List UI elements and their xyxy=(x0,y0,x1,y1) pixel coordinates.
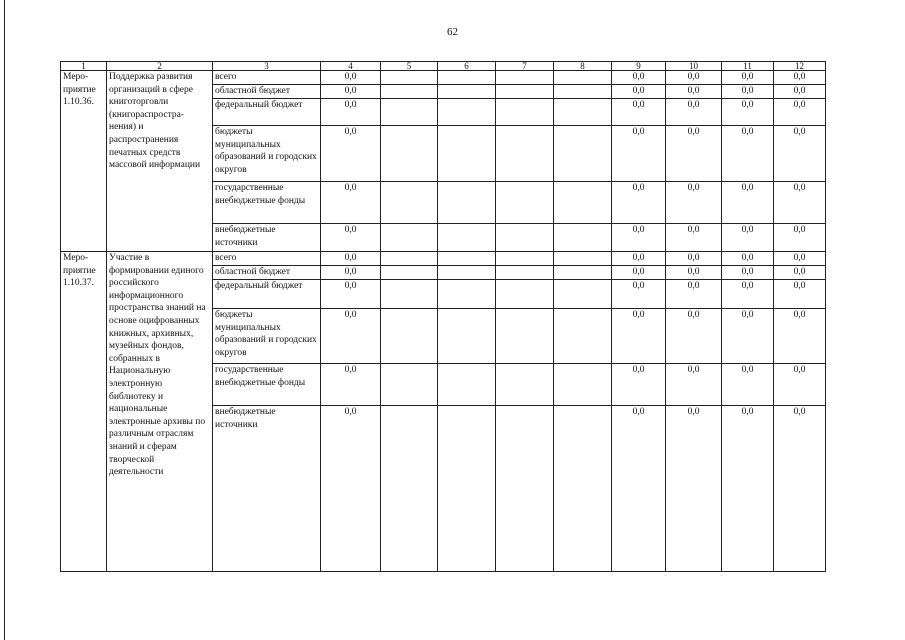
empty-cell xyxy=(438,182,496,224)
empty-cell xyxy=(554,126,612,182)
empty-cell xyxy=(381,406,438,572)
page-number: 62 xyxy=(447,26,458,38)
value-cell: 0,0 xyxy=(666,99,722,126)
empty-cell xyxy=(438,252,496,266)
empty-cell xyxy=(438,126,496,182)
value-cell: 0,0 xyxy=(612,71,666,85)
empty-cell xyxy=(438,99,496,126)
column-header: 4 xyxy=(321,62,381,71)
empty-cell xyxy=(496,224,554,252)
measure-id: Меро-приятие 1.10.37. xyxy=(61,252,107,572)
value-cell: 0,0 xyxy=(321,85,381,99)
funding-source: всего xyxy=(213,252,321,266)
value-cell: 0,0 xyxy=(612,99,666,126)
column-header: 9 xyxy=(612,62,666,71)
empty-cell xyxy=(381,280,438,309)
empty-cell xyxy=(554,364,612,406)
empty-cell xyxy=(381,252,438,266)
value-cell: 0,0 xyxy=(321,364,381,406)
value-cell: 0,0 xyxy=(321,126,381,182)
empty-cell xyxy=(554,99,612,126)
measure-name: Участие в формировании единого российского информационного пространства знаний на основе оцифрованных книжных, архивных, музейных фондов, собранных в Национальную электронную библиотеку и национальные электронные архивы по различным отраслям знаний и сферам творческой деятельности xyxy=(107,252,213,572)
funding-source: внебюджетные источники xyxy=(213,224,321,252)
empty-cell xyxy=(438,224,496,252)
value-cell: 0,0 xyxy=(774,126,826,182)
empty-cell xyxy=(381,309,438,364)
empty-cell xyxy=(381,85,438,99)
value-cell: 0,0 xyxy=(722,182,774,224)
value-cell: 0,0 xyxy=(774,252,826,266)
empty-cell xyxy=(496,364,554,406)
value-cell: 0,0 xyxy=(774,85,826,99)
value-cell: 0,0 xyxy=(774,309,826,364)
value-cell: 0,0 xyxy=(722,280,774,309)
value-cell: 0,0 xyxy=(666,364,722,406)
column-header: 1 xyxy=(61,62,107,71)
value-cell: 0,0 xyxy=(321,309,381,364)
column-header: 10 xyxy=(666,62,722,71)
empty-cell xyxy=(496,252,554,266)
measure-name: Поддержка развития организаций в сфере книготорговли (книгораспростра-нения) и распространения печатных средств массовой информации xyxy=(107,71,213,252)
empty-cell xyxy=(496,99,554,126)
value-cell: 0,0 xyxy=(612,309,666,364)
funding-source: областной бюджет xyxy=(213,85,321,99)
value-cell: 0,0 xyxy=(722,224,774,252)
value-cell: 0,0 xyxy=(774,280,826,309)
empty-cell xyxy=(438,71,496,85)
empty-cell xyxy=(438,280,496,309)
page-edge-line xyxy=(4,0,5,640)
table-row xyxy=(61,252,826,266)
value-cell: 0,0 xyxy=(666,252,722,266)
empty-cell xyxy=(496,182,554,224)
value-cell: 0,0 xyxy=(722,126,774,182)
value-cell: 0,0 xyxy=(722,364,774,406)
value-cell: 0,0 xyxy=(666,266,722,280)
empty-cell xyxy=(496,85,554,99)
funding-source: государственные внебюджетные фонды xyxy=(213,182,321,224)
value-cell: 0,0 xyxy=(321,280,381,309)
empty-cell xyxy=(554,280,612,309)
value-cell: 0,0 xyxy=(612,85,666,99)
empty-cell xyxy=(496,406,554,572)
value-cell: 0,0 xyxy=(612,406,666,572)
measure-id: Меро-приятие 1.10.36. xyxy=(61,71,107,252)
value-cell: 0,0 xyxy=(666,71,722,85)
header-row xyxy=(61,62,826,71)
value-cell: 0,0 xyxy=(774,266,826,280)
value-cell: 0,0 xyxy=(612,126,666,182)
empty-cell xyxy=(381,224,438,252)
value-cell: 0,0 xyxy=(666,309,722,364)
table-row xyxy=(61,71,826,85)
column-header: 11 xyxy=(722,62,774,71)
empty-cell xyxy=(554,252,612,266)
column-header: 3 xyxy=(213,62,321,71)
empty-cell xyxy=(381,266,438,280)
funding-source: бюджеты муниципальных образований и городских округов xyxy=(213,126,321,182)
column-header: 8 xyxy=(554,62,612,71)
value-cell: 0,0 xyxy=(666,406,722,572)
empty-cell xyxy=(496,71,554,85)
value-cell: 0,0 xyxy=(722,85,774,99)
value-cell: 0,0 xyxy=(321,266,381,280)
empty-cell xyxy=(554,85,612,99)
value-cell: 0,0 xyxy=(612,364,666,406)
value-cell: 0,0 xyxy=(722,406,774,572)
empty-cell xyxy=(381,71,438,85)
empty-cell xyxy=(438,406,496,572)
value-cell: 0,0 xyxy=(722,309,774,364)
value-cell: 0,0 xyxy=(722,99,774,126)
empty-cell xyxy=(554,309,612,364)
empty-cell xyxy=(496,309,554,364)
value-cell: 0,0 xyxy=(321,224,381,252)
empty-cell xyxy=(381,99,438,126)
value-cell: 0,0 xyxy=(321,71,381,85)
value-cell: 0,0 xyxy=(321,252,381,266)
funding-source: областной бюджет xyxy=(213,266,321,280)
value-cell: 0,0 xyxy=(666,182,722,224)
empty-cell xyxy=(381,364,438,406)
funding-source: всего xyxy=(213,71,321,85)
column-header: 5 xyxy=(381,62,438,71)
empty-cell xyxy=(496,280,554,309)
value-cell: 0,0 xyxy=(612,252,666,266)
funding-source: государственные внебюджетные фонды xyxy=(213,364,321,406)
empty-cell xyxy=(554,266,612,280)
column-header: 6 xyxy=(438,62,496,71)
value-cell: 0,0 xyxy=(774,224,826,252)
empty-cell xyxy=(438,266,496,280)
value-cell: 0,0 xyxy=(666,224,722,252)
funding-source: федеральный бюджет xyxy=(213,99,321,126)
empty-cell xyxy=(554,71,612,85)
empty-cell xyxy=(381,182,438,224)
column-header: 2 xyxy=(107,62,213,71)
value-cell: 0,0 xyxy=(774,406,826,572)
value-cell: 0,0 xyxy=(722,252,774,266)
column-header: 12 xyxy=(774,62,826,71)
value-cell: 0,0 xyxy=(774,364,826,406)
empty-cell xyxy=(496,266,554,280)
value-cell: 0,0 xyxy=(612,182,666,224)
value-cell: 0,0 xyxy=(321,406,381,572)
empty-cell xyxy=(381,126,438,182)
funding-source: внебюджетные источники xyxy=(213,406,321,572)
value-cell: 0,0 xyxy=(774,71,826,85)
value-cell: 0,0 xyxy=(722,71,774,85)
empty-cell xyxy=(554,182,612,224)
empty-cell xyxy=(554,406,612,572)
empty-cell xyxy=(554,224,612,252)
empty-cell xyxy=(496,126,554,182)
empty-cell xyxy=(438,85,496,99)
budget-table xyxy=(60,61,826,572)
value-cell: 0,0 xyxy=(612,280,666,309)
value-cell: 0,0 xyxy=(666,85,722,99)
empty-cell xyxy=(438,364,496,406)
empty-cell xyxy=(438,309,496,364)
value-cell: 0,0 xyxy=(666,280,722,309)
value-cell: 0,0 xyxy=(774,182,826,224)
funding-source: бюджеты муниципальных образований и городских округов xyxy=(213,309,321,364)
value-cell: 0,0 xyxy=(612,266,666,280)
value-cell: 0,0 xyxy=(321,99,381,126)
value-cell: 0,0 xyxy=(612,224,666,252)
value-cell: 0,0 xyxy=(666,126,722,182)
value-cell: 0,0 xyxy=(774,99,826,126)
column-header: 7 xyxy=(496,62,554,71)
value-cell: 0,0 xyxy=(321,182,381,224)
funding-source: федеральный бюджет xyxy=(213,280,321,309)
value-cell: 0,0 xyxy=(722,266,774,280)
